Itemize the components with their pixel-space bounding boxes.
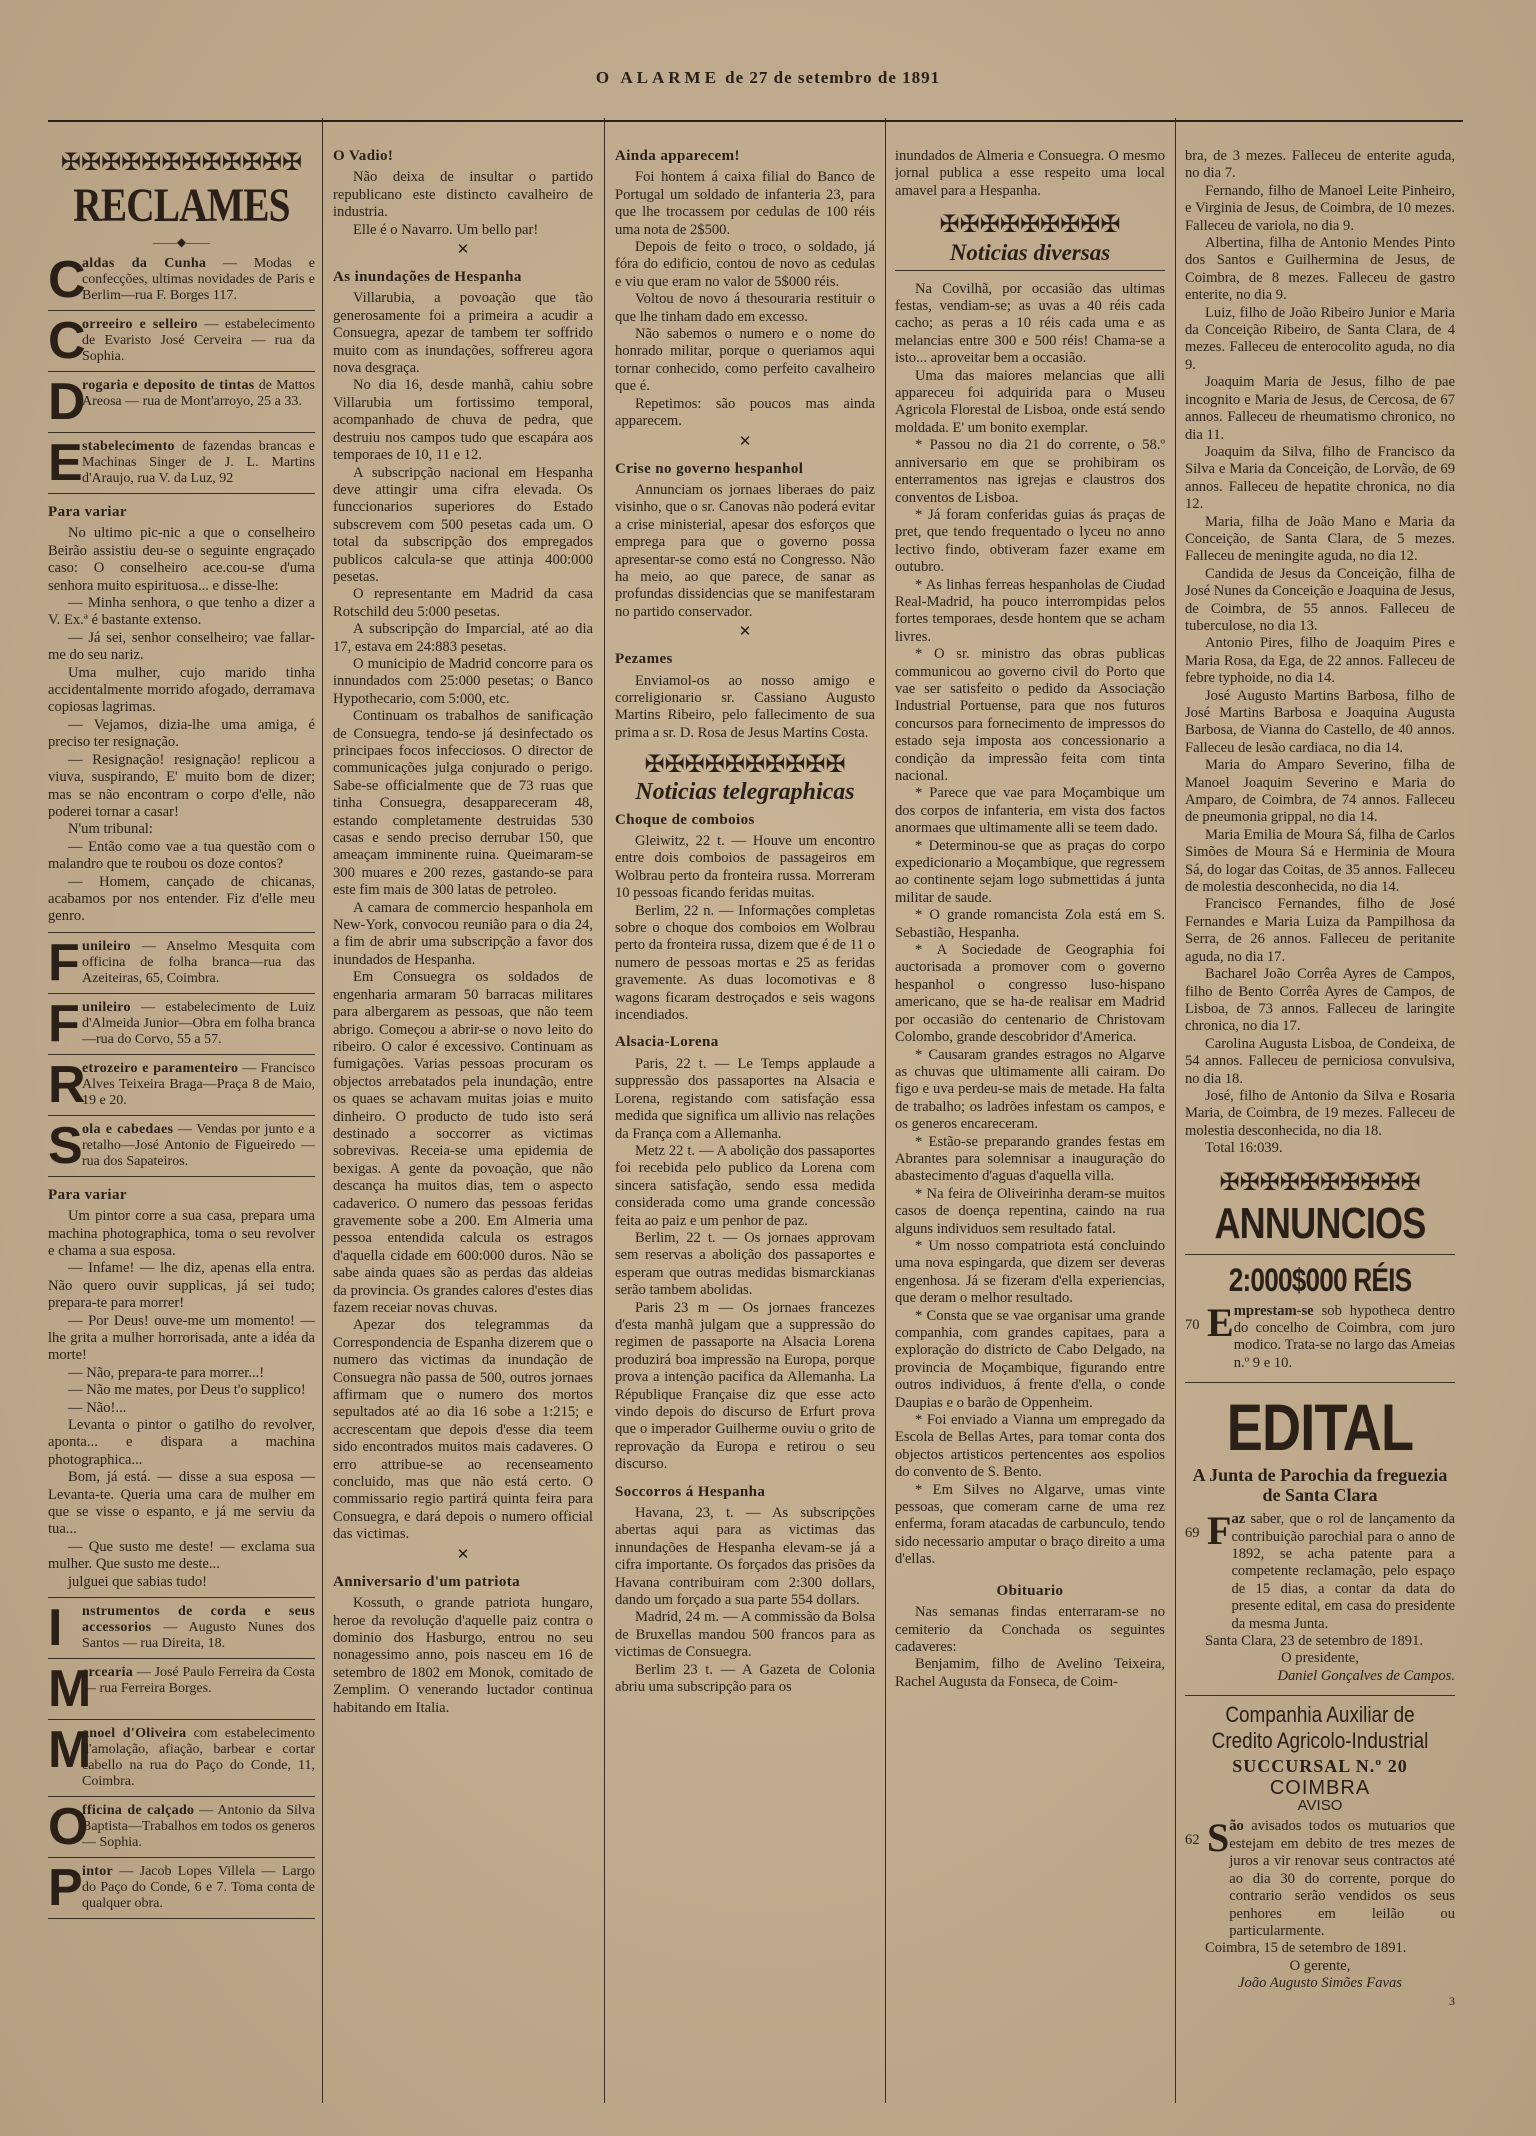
column-rule xyxy=(885,118,886,2103)
paragraph: Berlim 23 t. — A Gazeta de Colonia abriu uma subscripção para os xyxy=(615,1661,875,1696)
edital-place: Santa Clara, 23 de setembro de 1891. xyxy=(1205,1633,1424,1650)
paragraph: * Determinou-se que as praças do corpo expedicionario a Moçambique, que regressem ao continente sejam logo submettidas á junta militar de saude. xyxy=(895,837,1165,906)
paragraph: * Consta que se vae organisar uma grande companhia, com grandes capitaes, para a exploração do districto de Cabo Delgado, na provincia de Moçambique, figurando entre outros individuos, á frente d'ella, o conde Daupias e o barão de Oppenheim. xyxy=(895,1307,1165,1411)
paragraph: * O grande romancista Zola está em S. Sebastião, Hespanha. xyxy=(895,907,1165,941)
paragraph: Enviamol-os ao nosso amigo e correligionario sr. Cassiano Augusto Martins Ribeiro, pelo fallecimento de sua prima a sr. D. Rosa de Jesus Martins Costa. xyxy=(615,672,875,741)
paragraph: Continuam os trabalhos de sanificação de Consuegra, tendo-se já desinfectado os principaes focos infecciosos. O director de communicações julga conjurado o perigo. Sabe-se officialmente que de 73 ruas que tinha Consuegra, desappareceram 48, estando completamente destruidas 530 casas e sendo preciso derrubar 150, que ameaçam imminente ruina. Queimaram-se 300 muares e 200 rezes, gastando-se para este fim mais de 300 latas de petroleo. xyxy=(333,708,593,899)
ad-initial: D xyxy=(48,373,86,431)
ad-head: anoel d'Oliveira xyxy=(82,1726,187,1742)
paragraph: Francisco Fernandes, filho de José Fernandes e Maria Luiza da Pampilhosa da Serra, de 26 annos. Falleceu de peritanite aguda, no dia 17. xyxy=(1185,896,1455,965)
ad-text: — estabelecimento de Evaristo José Cerveira — rua da Sophia. xyxy=(82,317,315,364)
paragraph: Maria do Amparo Severino, filha de Manoel Joaquim Severino e Maria do Amparo, de Coimbra, de 74 annos. Falleceu de pneumonia grippal, no dia 14. xyxy=(1185,757,1455,826)
ad-list xyxy=(48,1597,315,1919)
column-news-3 xyxy=(895,148,1165,2108)
separator: ✕ xyxy=(456,1546,470,1563)
paragraph: Elle é o Navarro. Um bello par! xyxy=(353,221,539,238)
ad-initial: O xyxy=(48,1798,89,1857)
paragraph: Metz 22 t. — A abolição dos passaportes foi recebida pelo publico da Lorena com sincera satisfação, sendo essa medida considerada como uma grande concessão feita ao paiz e um penhor de paz. xyxy=(615,1142,875,1229)
choque-heading: Choque de comboios xyxy=(615,811,755,828)
paragraph: No dia 16, desde manhã, cahiu sobre Villarubia um fortissimo temporal, acompanhado de chuva de pedra, que destruiu nos campos tudo que escapára aos temporaes de 10, 11 e 12. xyxy=(333,377,593,464)
ad-initial: M xyxy=(48,1721,92,1780)
ad-list xyxy=(48,250,315,494)
annuncio-emprestam xyxy=(1185,1299,1455,1373)
paragraph: Total 16:039. xyxy=(1205,1140,1283,1157)
paragraph: — Não!... xyxy=(68,1399,127,1416)
ad-initial: C xyxy=(48,312,86,370)
ad-head: ercearia xyxy=(82,1665,134,1681)
edital-head: az xyxy=(1231,1511,1246,1528)
companhia-signature: João Augusto Simões Favas xyxy=(1238,1975,1402,1992)
ad-head: fficina de calçado xyxy=(82,1803,195,1819)
paragraph: * Já foram conferidas guias ás praças de pret, que tendo frequentado o lyceu no anno lectivo findo, obtiveram fazer exame em outubro. xyxy=(895,506,1165,576)
companhia-text: avisados todos os mutuarios que estejam em debito de tres mezes de juros a vir renovar seus contractos até ao dia 30 do corrente, porque do contrario serão vendidos os seus penhores em leilão ou particularmente. xyxy=(1229,1818,1455,1939)
ainda-text xyxy=(615,169,875,430)
paragraph: * Um nosso compatriota está concluindo uma nova espingarda, que dizem ser deveras engenhosa. Já se fizeram d'ella experiencias, que deram o melhor resultado. xyxy=(895,1237,1165,1307)
paragraph: Um pintor corre a sua casa, prepara uma machina photographica, toma o seu revolver e chama a sua esposa. xyxy=(48,1208,315,1259)
ad-text: — José Paulo Ferreira da Costa — rua Ferreira Borges. xyxy=(82,1665,315,1697)
paragraph: * As linhas ferreas hespanholas de Ciudad Real-Madrid, ha pouco interrompidas pelos fortes temporaes, desde hontem que se acham livres. xyxy=(895,576,1165,645)
section-heading: Para variar xyxy=(48,504,127,520)
annuncio-text: sob hypotheca dentro do concelho de Coimbra, com juro modico. Trata-se no largo das Ameias n.º 9 e 10. xyxy=(1233,1302,1455,1371)
paragraph: * Em Silves no Algarve, umas vinte pessoas, que comeram carne de uma rez enferma, foram atacadas de carbunculo, tendo sido necessario amputar o braço direito a uma d'ellas. xyxy=(895,1481,1165,1568)
ad-body xyxy=(82,1803,315,1851)
ad-text: de fazendas brancas e Machinas Singer de J. L. Martins d'Araujo, rua V. da Luz, 92 xyxy=(82,439,315,486)
ad-body xyxy=(82,1000,315,1048)
divider: ——◆—— xyxy=(152,235,211,249)
ad-text: — Modas e confecções, ultimas novidades de Paris e Berlim—rua F. Borges 117. xyxy=(82,256,315,303)
column-rule xyxy=(1175,118,1176,2103)
ad-text: — Anselmo Mesquita com officina de folha branca—rua das Azeiteiras, 65, Coimbra. xyxy=(82,938,315,986)
diversas-text xyxy=(895,281,1165,1569)
section-heading: Para variar xyxy=(48,1186,127,1203)
ad-body xyxy=(82,1864,315,1912)
paragraph: — Então como vae a tua questão com o malandro que te roubou os doze contos? xyxy=(48,838,315,873)
ad-head: etrozeiro e paramenteiro xyxy=(82,1060,239,1076)
paragraph: Bacharel João Corrêa Ayres de Campos, filho de Bento Corrêa Ayres de Campos, de Lisboa, de 73 annos. Falleceu de laringite chronica, no dia 17. xyxy=(1185,966,1455,1035)
ad-body xyxy=(82,256,315,304)
ad-body xyxy=(82,1665,315,1697)
ad-text: com estabelecimento d'amolação, afiação, barbear e cortar cabello na rua do Paço do Conde, 11, Coimbra. xyxy=(82,1726,315,1790)
separator: ✕ xyxy=(456,242,470,259)
alsacia-heading: Alsacia-Lorena xyxy=(615,1034,719,1051)
ad-head: rogaria e deposito de tintas xyxy=(82,378,255,393)
column-rule xyxy=(322,118,323,2103)
paragraph: Paris 23 m — Os jornaes francezes d'esta manhã julgam que a suppressão do regimen de passaporte na Alsacia Lorena produzirá boa impressão na Europa, porque prova a intenção pacifica da Allemanha. La République Française diz que esse acto vindo depois do discurso de Erfurt prova que o imperador Guilherme ouviu o grito de reprovação da Europa e retirou o seu discurso. xyxy=(615,1299,875,1473)
ad-head: unileiro xyxy=(82,999,131,1015)
paragraph: Villarubia, a povoação que tão generosamente foi a primeira a acudir a Consuegra, apezar de tambem ter soffrido muito com as inundações, soffrereu agora nova desgraça. xyxy=(333,290,593,377)
ainda-heading: Ainda apparecem! xyxy=(615,148,740,164)
ad-body xyxy=(82,1122,315,1170)
choque-text xyxy=(615,833,875,1024)
crise-text xyxy=(615,482,875,621)
paragraph: * A Sociedade de Geographia foi auctorisada a promover com o governo hespanhol o congresso luso-hispano americano, que se ha-de realisar em Madrid por occasião do centenario de Christovam Colombo, grande descobridor d'America. xyxy=(895,942,1165,1046)
telegraphicas-title: Noticias telegraphicas xyxy=(635,779,855,806)
ad-item xyxy=(48,1055,315,1116)
paragraph: * O sr. ministro das obras publicas communicou ao governo civil do Porto que vae ser satisfeito o pedido da Associação Industrial Portuense, para que nos futuros concursos para fornecimento de impressos do estado seja imposta aos concessionario a condição da impressão feita com tinta nacional. xyxy=(895,646,1165,784)
paragraph: Berlim, 22 t. — Os jornaes approvam sem reservas a abolição dos passaportes e esperam que outras medidas bismarckianas serão tambem abolidas. xyxy=(615,1229,875,1299)
crise-heading: Crise no governo hespanhol xyxy=(615,460,804,477)
paragraph: Joaquim Maria de Jesus, filho de pae incognito e Maria de Jesus, de Cercosa, de 67 annos. Falleceu de rheumatismo chronico, no dia 11. xyxy=(1185,374,1455,443)
ad-item xyxy=(48,1858,315,1919)
ad-body xyxy=(82,1604,315,1652)
ad-item xyxy=(48,1116,315,1177)
paragraph: A subscripção nacional em Hespanha deve attingir uma cifra elevada. Os funccionarios superiores do Estado subscrevem com 500 pesetas cada um. O total da subscripção dos empregados publicos calcula-se que attinja 400:000 pesetas. xyxy=(333,464,593,585)
paragraph: José Augusto Martins Barbosa, filho de José Martins Barbosa e Joaquina Augusta Barbosa, de Vianna do Castello, de 40 annos. Falleceu de lesão cardiaca, no dia 14. xyxy=(1185,687,1455,756)
varia-text xyxy=(48,525,315,925)
ad-item xyxy=(48,433,315,494)
anniversario-heading: Anniversario d'um patriota xyxy=(333,1573,521,1590)
ad-text: — Augusto Nunes dos Santos — rua Direita, 18. xyxy=(82,1620,315,1652)
column-annuncios xyxy=(1185,148,1455,2108)
ad-body xyxy=(82,439,315,487)
edital-title: EDITAL xyxy=(1226,1390,1414,1465)
paragraph: Albertina, filha de Antonio Mendes Pinto dos Santos e Guilhermina de Jesus, de Coimbra, de 8 mezes. Falleceu de gastro enterite, no dia 9. xyxy=(1185,235,1455,304)
column-news-1 xyxy=(333,148,593,2108)
ad-text: — Jacob Lopes Villela — Largo do Paço do Conde, 6 e 7. Toma conta de qualquer obra. xyxy=(82,1864,315,1912)
companhia-city: COIMBRA xyxy=(1269,1776,1371,1799)
separator: ✕ xyxy=(738,624,752,641)
paragraph: Repetimos: são poucos mas ainda apparecem. xyxy=(615,395,875,430)
drop-letter: E xyxy=(1207,1299,1234,1345)
paragraph: — Não me mates, por Deus t'o supplico! xyxy=(68,1382,306,1399)
column-rule xyxy=(604,118,605,2103)
paragraph: Em Consuegra os soldados de engenharia armaram 50 barracas militares para albergarem as pessoas, que não teem abrigo. Começou a abrir-se o novo leito do ribeiro. O calor é excessivo. Continuam as fumigações. Varias pessoas procuram os objectos arrebatados pela inundação, entre os quaes se achavam muitas joias e muito dinheiro. O producto de tudo isto será destinado a soccorrer as victimas sobrevivas. Receia-se uma epidemia de bexigas. A gente da povoação, que não descança ha muitos dias, tem o aspecto cadaverico. O numero das pessoas feridas gravemente sobe a 200. Em Almeria uma pessoa entendida calcula os estragos d'aquella cidade em 600:000 duros. Não se sabe ainda quaes são as perdas das aldeias da provincia. Os grandes calores d'estes dias fazem receiar novas chuvas. xyxy=(333,969,593,1316)
ad-initial: P xyxy=(48,1859,83,1918)
companhia-title: Companhia Auxiliar de Credito Agricolo-Industrial xyxy=(1211,1702,1429,1754)
diversas-title: Noticias diversas xyxy=(895,244,1165,270)
pezames-text xyxy=(615,673,875,743)
ad-initial: R xyxy=(48,1055,86,1114)
paragraph: N'um tribunal: xyxy=(68,821,153,838)
anniversario-text xyxy=(333,1595,593,1717)
paragraph: Não sabemos o numero e o nome do honrado militar, porque o queriamos aqui tornar conhecido, como perfeito cavalheiro que é. xyxy=(615,326,875,395)
ad-head: aldas da Cunha xyxy=(82,256,207,271)
edital-number: 69 xyxy=(1185,1525,1200,1542)
ad-text: — Francisco Alves Teixeira Braga—Praça 8 de Maio, 19 e 20. xyxy=(82,1060,315,1108)
pezames-heading: Pezames xyxy=(615,651,673,668)
masthead-name: O ALARME xyxy=(595,68,720,87)
paragraph: * Estão-se preparando grandes festas em Abrantes para solemnisar a inauguração do abastecimento d'aguas d'aquella villa. xyxy=(895,1133,1165,1185)
ad-initial: C xyxy=(48,251,86,309)
paragraph: — Minha senhora, o que tenho a dizer a V. Ex.ª é bastante extenso. xyxy=(48,595,315,629)
paragraph: Havana, 23, t. — As subscripções abertas aqui para as victimas das innundações de Hespanha elevam-se já a cifra importante. Os forçados das prisões da Havana contribuiram com 2:300 dollars, dando um forçado a sua parte 554 dollars. xyxy=(615,1505,875,1609)
paragraph: O representante em Madrid da casa Rotschild deu 5:000 pesetas. xyxy=(333,586,593,620)
edital-signature: Daniel Gonçalves de Campos. xyxy=(1277,1667,1455,1684)
companhia-head: ão xyxy=(1229,1818,1244,1835)
paragraph: Apezar dos telegrammas da Correspondencia de Espanha dizerem que o numero das victimas da inundação de Consuegra não passa de 500, outros jornaes affirmam que o numero dos mortos sepultados até ao dia 16 sobe a 1:215; e accrescentam que depois d'esse dia teem sido encontrados muitos mais cadaveres. O erro attribue-se ao recenseamento concluido, mas que não está certo. O commissario regio partirá quinta feira para Consuegra, e dará depois o numero official das victimas. xyxy=(333,1317,593,1543)
ad-head: intor xyxy=(82,1864,114,1880)
ad-head: ola e cabedaes xyxy=(82,1121,174,1137)
paragraph: bra, de 3 mezes. Falleceu de enterite aguda, no dia 7. xyxy=(1185,148,1455,182)
ad-body xyxy=(82,378,315,410)
paragraph: Levanta o pintor o gatilho do revolver, aponta... e dispara a machina photographica... xyxy=(48,1417,315,1468)
paragraph: — Infame! — lhe diz, apenas ella entra. Não quero ouvir supplicas, já sei tudo; prepara-te para morrer! xyxy=(48,1260,315,1312)
ad-head: nstrumentos de corda e seus accessorios xyxy=(82,1604,315,1636)
ad-item xyxy=(48,933,315,994)
paragraph: Voltou de novo á thesouraria restituir o que lhe tinham dado em excesso. xyxy=(615,291,875,325)
soccorros-heading: Soccorros á Hespanha xyxy=(615,1483,766,1500)
paragraph: Gleiwitz, 22 t. — Houve um encontro entre dois comboios de passageiros em Wolbrau perto da fronteira russa. Morreram 10 pessoas ficando feridas muitas. xyxy=(615,833,875,902)
masthead-date: de 27 de setembro de 1891 xyxy=(725,68,941,87)
paragraph: Foi hontem á caixa filial do Banco de Portugal um soldado de infanteria 23, para que lhe trocassem por cedulas de 100 réis uma nota de 2$500. xyxy=(615,169,875,238)
annuncio-number: 70 xyxy=(1185,1316,1200,1333)
ad-initial: E xyxy=(48,434,83,492)
ad-item xyxy=(48,994,315,1055)
paragraph: * Na feira de Oliveirinha deram-se muitos casos de doença repentina, caindo na rua alguns individuos sem resultado fatal. xyxy=(895,1185,1165,1237)
paragraph: Benjamim, filho de Avelino Teixeira, Rachel Augusta da Fonseca, de Coim- xyxy=(895,1656,1165,1690)
obituario-continuation xyxy=(1185,148,1455,1158)
paragraph: Fernando, filho de Manoel Leite Pinheiro, e Virginia de Jesus, de Coimbra, de 10 mezes. Falleceu de variola, no dia 9. xyxy=(1185,182,1455,234)
column-reclames xyxy=(48,148,315,2108)
ad-item xyxy=(48,1598,315,1659)
ad-text: — Antonio da Silva Baptista—Trabalhos em todos os generos — Sophia. xyxy=(82,1803,315,1851)
paragraph: — Já sei, senhor conselheiro; vae fallar-me do seu nariz. xyxy=(48,629,315,664)
reclames-title: RECLAMES xyxy=(73,179,290,232)
masthead xyxy=(0,68,1536,88)
ad-head: unileiro xyxy=(82,938,131,954)
ad-initial: F xyxy=(48,994,80,1053)
paragraph: — Não, prepara-te para morrer...! xyxy=(68,1364,265,1381)
varia-text xyxy=(48,1208,315,1591)
ornament-band: ✠✠✠✠✠✠✠✠✠✠ xyxy=(644,752,846,779)
ornament-band: ✠✠✠✠✠✠✠✠✠ xyxy=(939,212,1121,239)
ad-text: — estabelecimento de Luiz d'Almeida Junior—Obra em folha branca—rua do Corvo, 55 a 57. xyxy=(82,999,315,1047)
companhia-number: 62 xyxy=(1185,1832,1200,1849)
ornament-band: ✠✠✠✠✠✠✠✠✠✠ xyxy=(1219,1169,1421,1196)
paragraph: Paris, 22 t. — Le Temps applaude a suppressão dos passaportes na Alsacia e Lorena, registando com satisfação essa medida que significa um allivio nas relações da França com a Allemanha. xyxy=(615,1055,875,1142)
paragraph: No ultimo pic-nic a que o conselheiro Beirão assistiu deu-se o seguinte engraçado caso: O conselheiro ace.cou-se d'uma senhora muito espirituosa... e disse-lhe: xyxy=(48,525,315,594)
paragraph: Antonio Pires, filho de Joaquim Pires e Maria Rosa, da Ega, de 22 annos. Falleceu de febre typhoide, no dia 14. xyxy=(1185,635,1455,687)
paragraph: * Parece que vae para Moçambique um dos corpos de infanteria, em vista dos factos anormaes que ultimamente alli se teem dado. xyxy=(895,785,1165,837)
paragraph: Uma das maiores melancias que alli appareceu foi adquirida para o Museu Agricola Florestal de Lisboa, onde está sendo moldada. E' um bonito exemplar. xyxy=(895,367,1165,436)
inundacoes-heading: As inundações de Hespanha xyxy=(333,269,522,286)
ad-item xyxy=(48,1797,315,1858)
paragraph: Maria Emilia de Moura Sá, filha de Carlos Simões de Moura Sá e Herminia de Moura Sá, do logar das Coitas, de 35 annos. Falleceu de molestia desconhecida, no dia 14. xyxy=(1185,826,1455,896)
paragraph: A camara de commercio hespanhola em New-York, convocou reunião para o dia 24, a fim de abrir uma subscripção a favor dos inundados de Hespanha. xyxy=(333,899,593,968)
ad-item xyxy=(48,250,315,311)
ad-head: orreeiro e selleiro xyxy=(82,317,198,332)
paragraph: Maria, filha de João Mano e Maria da Conceição, de Santa Clara, de 5 mezes. Falleceu de meningite aguda, no dia 12. xyxy=(1185,513,1455,565)
edital-role: O presidente, xyxy=(1281,1650,1359,1667)
annuncios-title: ANNUNCIOS xyxy=(1214,1198,1426,1248)
paragraph: Madrid, 24 m. — A commissão da Bolsa de Bruxellas mandou 500 francos para as victimas de Consuegra. xyxy=(615,1609,875,1661)
paragraph: * Passou no dia 21 do corrente, o 58.º anniversario em que se prohibiram os enterramentos nas igrejas e claustros dos conventos de Lisboa. xyxy=(895,437,1165,506)
paragraph: Luiz, filho de João Ribeiro Junior e Maria da Conceição Ribeiro, de Santa Clara, de 4 mezes. Falleceu de enterocolito aguda, no dia 9. xyxy=(1185,304,1455,373)
paragraph: — Que susto me deste! — exclama sua mulher. Que susto me deste... xyxy=(48,1538,315,1573)
ad-text: — Vendas por junto e a retalho—José Antonio de Figueiredo — rua dos Sapateiros. xyxy=(82,1121,315,1169)
paragraph: — Por Deus! ouve-me um momento! — lhe grita a mulher horrorisada, ante a idéa da morte! xyxy=(48,1312,315,1364)
paragraph: O municipio de Madrid concorre para os innundados com 25:000 pesetas; o Banco Hypothecario, com 5:000, etc. xyxy=(333,655,593,707)
ornament-band: ✠✠✠✠✠✠✠✠✠✠✠✠ xyxy=(60,150,303,176)
edital-text: saber, que o rol de lançamento da contribuição parochial para o anno de 1892, se acha patente para a competente reclamação, pelo espaço de 15 dias, a contar da data do presente edital, em casa do presidente da mesma Junta. xyxy=(1231,1511,1455,1632)
paragraph: Uma mulher, cujo marido tinha accidentalmente morrido afogado, derramava copiosas lagrimas. xyxy=(48,664,315,716)
top-rule xyxy=(48,120,1463,122)
ad-initial: F xyxy=(48,933,80,992)
paragraph: * Causaram grandes estragos no Algarve as chuvas que ultimamente alli cairam. Do figo e uva perdeu-se mais de metade. Ha falta de trabalho; os ladrões infestam os campos, e os generos encareceram. xyxy=(895,1046,1165,1133)
ad-item xyxy=(48,1720,315,1797)
soccorros-text xyxy=(615,1505,875,1696)
paragraph: Berlim, 22 n. — Informações completas sobre o choque dos comboios em Wolbrau perto da fronteira russa, dizem que é de 11 o numero de pessoas mortas e 25 as feridas gravemente. As duas locomotivas e 8 wagons ficaram destroçados e seis wagons incendiados. xyxy=(615,902,875,1024)
edital-body xyxy=(1185,1508,1455,1633)
page-number: 3 xyxy=(1449,1993,1455,2008)
column-news-2 xyxy=(615,148,875,2108)
ad-head: stabelecimento xyxy=(82,439,175,454)
companhia-succursal: SUCCURSAL N.º 20 xyxy=(1232,1756,1408,1777)
paragraph: Nas semanas findas enterraram-se no cemiterio da Conchada os seguintes cadaveres: xyxy=(895,1604,1165,1655)
ad-body xyxy=(82,1061,315,1109)
ad-body xyxy=(82,939,315,987)
annuncio-head: mprestam-se xyxy=(1233,1302,1314,1319)
ad-body xyxy=(82,1726,315,1790)
drop-letter: S xyxy=(1207,1815,1230,1861)
paragraph: julguei que sabias tudo! xyxy=(68,1573,208,1590)
ad-item xyxy=(48,1659,315,1720)
alsacia-text xyxy=(615,1056,875,1474)
ad-initial: M xyxy=(48,1660,92,1719)
ad-body xyxy=(82,317,315,365)
paragraph: Na Covilhã, por occasião das ultimas festas, vendiam-se; as uvas a 40 réis cada cacho; as peras a 10 réis cada uma e as melancias entre 300 e 500 réis! Chama-se a isto... aproveitar bem a occasião. xyxy=(895,280,1165,367)
annuncio-amount: 2:000$000 RÉIS xyxy=(1228,1261,1412,1298)
companhia-place: Coimbra, 15 de setembro de 1891. xyxy=(1205,1940,1407,1957)
paragraph: Candida de Jesus da Conceição, filha de José Nunes da Conceição e Joaquina de Jesus, de Coimbra, de 55 annos. Falleceu de tuberculose, no dia 13. xyxy=(1185,565,1455,634)
paragraph: Depois de feito o troco, o soldado, já fóra do edificio, contou de novo as cedulas e viu que eram no valor de 5$000 réis. xyxy=(615,239,875,290)
paragraph: * Foi enviado a Vianna um empregado da Escola de Bellas Artes, para tomar conta dos objectos artisticos pertencentes aos espolios do convento de S. Bento. xyxy=(895,1412,1165,1481)
ad-item xyxy=(48,372,315,433)
edital-subtitle: A Junta de Parochia da freguezia de Santa Clara xyxy=(1192,1465,1448,1506)
separator: ✕ xyxy=(738,433,752,450)
intro-text xyxy=(895,148,1165,200)
paragraph: Joaquim da Silva, filho de Francisco da Silva e Maria da Conceição, de Lorvão, de 69 annos. Falleceu de hepatite chronica, no dia 12. xyxy=(1185,443,1455,513)
obituario-text xyxy=(895,1604,1165,1691)
vadio-text xyxy=(333,169,593,239)
paragraph: — Vejamos, dizia-lhe uma amiga, é preciso ter resignação. xyxy=(48,716,315,751)
vadio-heading: O Vadio! xyxy=(333,148,394,164)
paragraph: inundados de Almeria e Consuegra. O mesmo jornal publica a esse respeito uma local amavel para a Hespanha. xyxy=(895,148,1165,199)
paragraph: Não deixa de insultar o partido republicano este distincto cavalheiro de industria. xyxy=(333,169,593,221)
companhia-role: O gerente, xyxy=(1289,1957,1351,1974)
paragraph: Kossuth, o grande patriota hungaro, heroe da revolução d'aquelle paiz contra o dominio dos Hasburgo, entrou no seu nonagessimo anno, pois nasceu em 16 de setembro de 1802 em Monok, comitado de Zemplim. O venerando luctador continua habitando em Italia. xyxy=(333,1595,593,1716)
ad-item xyxy=(48,311,315,372)
paragraph: Annunciam os jornaes liberaes do paiz visinho, que o sr. Canovas não poderá evitar a crise ministerial, apesar dos esforços que emprega para que o governo possa apresentar-se como está no Congresso. Não ha meio, ao que parece, de sanar as profundas dissidencias que se manifestaram no partido conservador. xyxy=(615,481,875,620)
ad-initial: S xyxy=(48,1116,83,1175)
paragraph: Bom, já está. — disse a sua esposa — Levanta-te. Queria uma cara de mulher em que se visse o espanto, e já me serviu da tua... xyxy=(48,1469,315,1538)
paragraph: José, filho de Antonio da Silva e Rosaria Maria, de Coimbra, de 19 mezes. Falleceu de molestia desconhecida, no dia 18. xyxy=(1185,1087,1455,1139)
inundacoes-text xyxy=(333,290,593,1543)
drop-letter: F xyxy=(1207,1508,1232,1554)
ad-list xyxy=(48,932,315,1177)
paragraph: — Resignação! resignação! replicou a viuva, suspirando, E' muito bom de dizer; mas se não encontram o corpo d'elle, não poderei tornar a casar! xyxy=(48,751,315,820)
companhia-body xyxy=(1185,1815,1455,1940)
ad-text: de Mattos Areosa — rua de Mont'arroyo, 25 a 33. xyxy=(82,378,315,409)
obituario-heading: Obituario xyxy=(996,1582,1064,1599)
paragraph: A subscripção do Imparcial, até ao dia 17, estava em 24:883 pesetas. xyxy=(333,621,593,655)
paragraph: Carolina Augusta Lisboa, de Condeixa, de 54 annos. Falleceu de perniciosa convulsiva, no dia 18. xyxy=(1185,1035,1455,1087)
ad-initial: I xyxy=(48,1599,63,1658)
companhia-aviso: AVISO xyxy=(1297,1797,1343,1815)
paragraph: — Homem, cançado de chicanas, acabamos por nos entender. Fiz d'elle meu genro. xyxy=(48,873,315,925)
